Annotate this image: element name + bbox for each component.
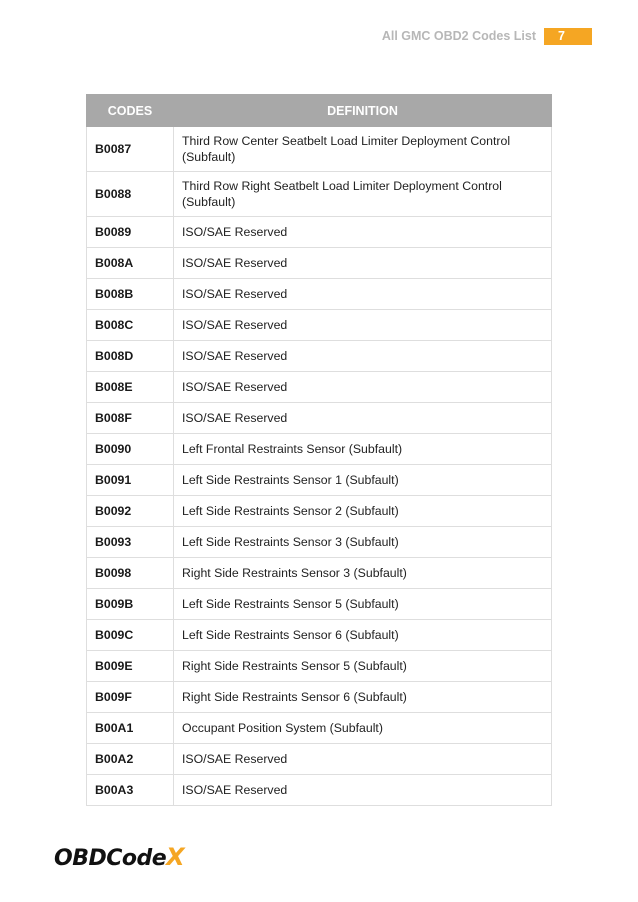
code-cell: B008C [87, 310, 174, 341]
definition-cell: ISO/SAE Reserved [174, 744, 552, 775]
code-cell: B008B [87, 279, 174, 310]
table-row [87, 372, 552, 403]
code-cell: B0091 [87, 465, 174, 496]
table-row [87, 127, 552, 172]
logo-text: OBDCode [54, 846, 167, 871]
definition-cell: Left Side Restraints Sensor 3 (Subfault) [174, 527, 552, 558]
table-row [87, 217, 552, 248]
table-row [87, 527, 552, 558]
code-cell: B008A [87, 248, 174, 279]
definition-cell: ISO/SAE Reserved [174, 217, 552, 248]
definition-cell: Right Side Restraints Sensor 3 (Subfault) [174, 558, 552, 589]
table-row [87, 682, 552, 713]
code-cell: B00A1 [87, 713, 174, 744]
definition-cell: Left Side Restraints Sensor 6 (Subfault) [174, 620, 552, 651]
definition-cell: ISO/SAE Reserved [174, 279, 552, 310]
code-cell: B008F [87, 403, 174, 434]
table-row [87, 172, 552, 217]
definition-cell: Left Frontal Restraints Sensor (Subfault) [174, 434, 552, 465]
definition-cell: Right Side Restraints Sensor 5 (Subfault) [174, 651, 552, 682]
definition-cell: ISO/SAE Reserved [174, 372, 552, 403]
definition-cell: Occupant Position System (Subfault) [174, 713, 552, 744]
code-cell: B0087 [87, 127, 174, 172]
code-cell: B0093 [87, 527, 174, 558]
table-row [87, 310, 552, 341]
table-row [87, 620, 552, 651]
definition-cell: Right Side Restraints Sensor 6 (Subfault) [174, 682, 552, 713]
code-cell: B0088 [87, 172, 174, 217]
code-cell: B0098 [87, 558, 174, 589]
definition-cell: Third Row Center Seatbelt Load Limiter Deployment Control (Subfault) [174, 127, 552, 172]
table-header-row [87, 95, 552, 127]
table-row [87, 248, 552, 279]
code-cell: B00A3 [87, 775, 174, 806]
code-cell: B0090 [87, 434, 174, 465]
definition-cell: ISO/SAE Reserved [174, 403, 552, 434]
table-row [87, 496, 552, 527]
table-row [87, 279, 552, 310]
definition-cell: ISO/SAE Reserved [174, 341, 552, 372]
table-row [87, 403, 552, 434]
obdcodex-logo [54, 843, 184, 871]
code-cell: B0089 [87, 217, 174, 248]
definition-cell: Left Side Restraints Sensor 1 (Subfault) [174, 465, 552, 496]
table-row [87, 589, 552, 620]
table-row [87, 558, 552, 589]
code-cell: B0092 [87, 496, 174, 527]
definition-cell: Third Row Right Seatbelt Load Limiter Deployment Control (Subfault) [174, 172, 552, 217]
code-cell: B009B [87, 589, 174, 620]
definition-cell: Left Side Restraints Sensor 5 (Subfault) [174, 589, 552, 620]
table-row [87, 434, 552, 465]
logo-accent: X [166, 843, 185, 871]
column-header-codes: CODES [87, 95, 174, 127]
document-title: All GMC OBD2 Codes List [381, 29, 536, 43]
code-cell: B009F [87, 682, 174, 713]
code-cell: B00A2 [87, 744, 174, 775]
column-header-definition: DEFINITION [174, 95, 552, 127]
definition-cell: ISO/SAE Reserved [174, 248, 552, 279]
code-cell: B009E [87, 651, 174, 682]
table-row [87, 651, 552, 682]
code-cell: B009C [87, 620, 174, 651]
table-body [87, 127, 552, 806]
page-header [382, 26, 592, 46]
definition-cell: ISO/SAE Reserved [174, 310, 552, 341]
page-number: 7 [544, 28, 592, 45]
table-row [87, 713, 552, 744]
table-row [87, 775, 552, 806]
table-row [87, 744, 552, 775]
table-row [87, 341, 552, 372]
code-cell: B008D [87, 341, 174, 372]
definition-cell: Left Side Restraints Sensor 2 (Subfault) [174, 496, 552, 527]
definition-cell: ISO/SAE Reserved [174, 775, 552, 806]
codes-table [86, 94, 552, 806]
code-cell: B008E [87, 372, 174, 403]
table-row [87, 465, 552, 496]
